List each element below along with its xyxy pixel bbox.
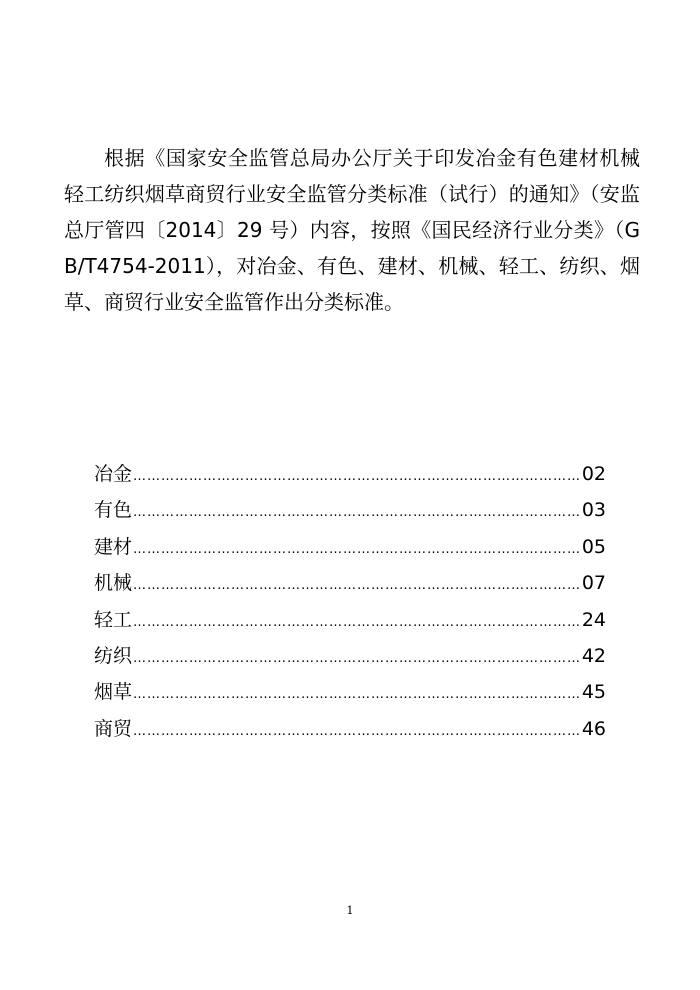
toc-entry-light-industry[interactable] (94, 602, 606, 638)
page-number: 1 (346, 904, 354, 917)
toc-entry-metallurgy[interactable] (94, 456, 606, 492)
toc-entry-page: 03 (581, 499, 606, 522)
toc-leader-dots (133, 532, 581, 568)
toc-entry-page: 24 (581, 608, 606, 631)
toc-entry-title: 机械 (94, 572, 133, 595)
toc-entry-tobacco[interactable] (94, 674, 606, 710)
toc-entry-page: 42 (581, 644, 606, 667)
toc-entry-building-materials[interactable] (94, 529, 606, 565)
toc-entry-page: 05 (581, 535, 606, 558)
toc-entry-title: 建材 (94, 535, 133, 558)
intro-paragraph: 根据《国家安全监管总局办公厅关于印发冶金有色建材机械轻工纺织烟草商贸行业安全监管分类标准（试行）的通知》（安监总厅管四〔2014〕29 号）内容，按照《国民经济行业分类》（GB/T4754-2011），对冶金、有色、建材、机械、轻工、纺织、烟草、商贸行业安全监管作出分类标准。 (64, 146, 640, 314)
toc-entry-title: 冶金 (94, 463, 133, 485)
toc-leader-dots (133, 495, 581, 531)
toc-entry-page: 45 (581, 681, 606, 704)
toc-entry-machinery[interactable] (94, 565, 606, 601)
toc-entry-title: 商贸 (94, 717, 133, 740)
toc-entry-page: 02 (581, 463, 606, 485)
table-of-contents (94, 456, 606, 747)
toc-entry-title: 轻工 (94, 608, 133, 631)
toc-leader-dots (133, 568, 581, 604)
toc-entry-page: 07 (581, 572, 606, 595)
toc-leader-dots (133, 641, 581, 677)
toc-leader-dots (133, 714, 581, 750)
toc-entry-textile[interactable] (94, 638, 606, 674)
toc-entry-nonferrous[interactable] (94, 492, 606, 528)
toc-entry-commerce[interactable] (94, 711, 606, 747)
toc-entry-title: 纺织 (94, 644, 133, 667)
toc-entry-title: 有色 (94, 499, 133, 522)
toc-leader-dots (133, 677, 581, 713)
toc-leader-dots (133, 459, 581, 495)
toc-entry-title: 烟草 (94, 681, 133, 704)
toc-leader-dots (133, 605, 581, 641)
toc-entry-page: 46 (581, 717, 606, 740)
